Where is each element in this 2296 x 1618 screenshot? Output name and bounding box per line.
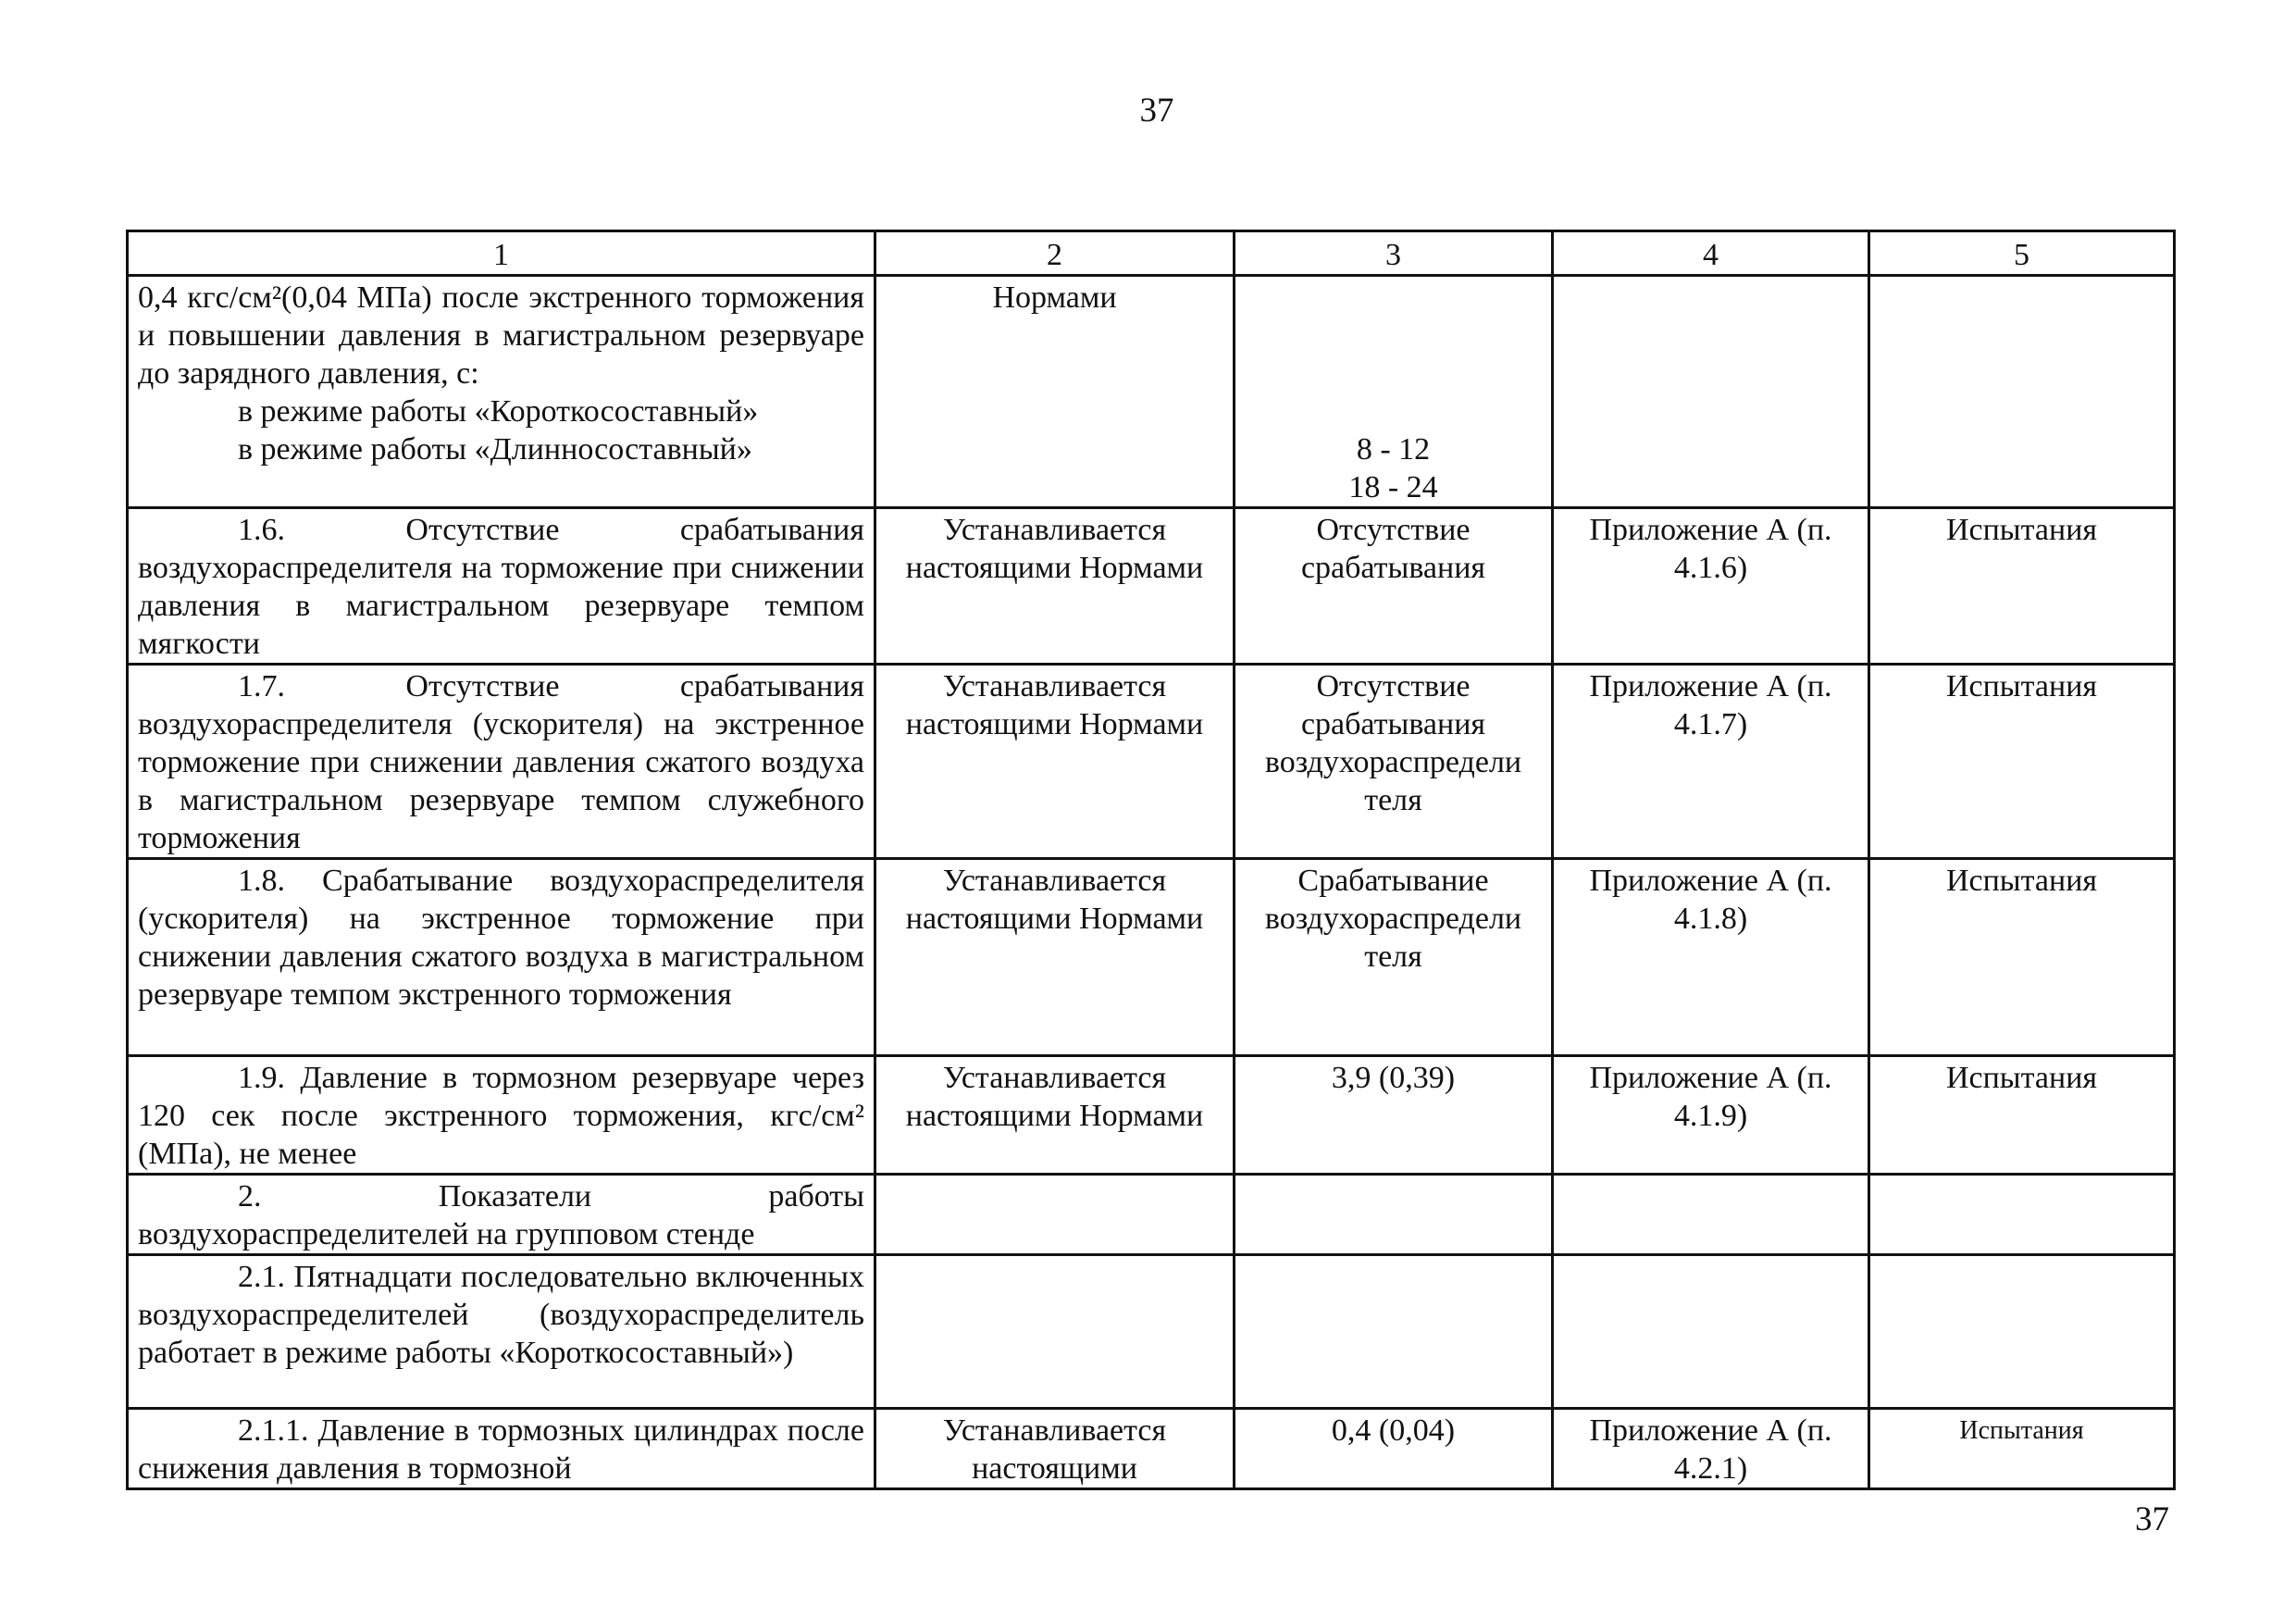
page-number-bottom: 37 [2135,1500,2169,1538]
table-row [128,1056,2175,1175]
header-col-3: 3 [1235,231,1553,276]
row-description: 1.8. Срабатывание воздухораспределителя (ускорителя) на экстренное торможение при снижении давления сжатого воздуха в магистральном резервуаре темпом экстренного торможения [128,859,875,1056]
mode-short-label: в режиме работы «Короткосоставный» [238,394,759,429]
row-reference: Приложение А (п. 4.2.1) [1553,1409,1869,1489]
row-method: Испытания [1869,859,2175,1056]
header-col-5: 5 [1869,231,2175,276]
row-value: Срабатывание воздухораспредели теля [1235,859,1553,1056]
row-value [1235,276,1553,508]
row-requirement [875,1175,1235,1255]
row-value [1235,1255,1553,1409]
row-requirement: Нормами [875,276,1235,508]
row-value: Отсутствие срабатывания [1235,508,1553,665]
table-header-row [128,231,2175,276]
row-reference: Приложение А (п. 4.1.6) [1553,508,1869,665]
page-number-top: 37 [1139,92,1174,130]
row-reference: Приложение А (п. 4.1.8) [1553,859,1869,1056]
row-requirement: Устанавливается настоящими Нормами [875,859,1235,1056]
row-description: 1.6. Отсутствие срабатывания воздухораспределителя на торможение при снижении давления в магистральном резервуаре темпом мягкости [128,508,875,665]
mode-long-label: в режиме работы «Длинносоставный» [238,432,752,467]
row-description: 1.7. Отсутствие срабатывания воздухораспределителя (ускорителя) на экстренное торможение при снижении давления сжатого воздуха в магистральном резервуаре темпом служебного торможения [128,665,875,859]
row-method: Испытания [1869,1409,2175,1489]
row-method: Испытания [1869,508,2175,665]
row-value: Отсутствие срабатывания воздухораспредели теля [1235,665,1553,859]
table-row [128,276,2175,508]
value-long: 18 - 24 [1348,470,1438,504]
row-description: 2.1.1. Давление в тормозных цилиндрах после снижения давления в тормозной [128,1409,875,1489]
table-row [128,1255,2175,1409]
row-method: Испытания [1869,665,2175,859]
row-reference [1553,1175,1869,1255]
row-reference [1553,276,1869,508]
requirements-table [126,230,2176,1490]
row-description [128,276,875,508]
row-value: 0,4 (0,04) [1235,1409,1553,1489]
row-reference [1553,1255,1869,1409]
header-col-2: 2 [875,231,1235,276]
row-requirement: Устанавливается настоящими [875,1409,1235,1489]
table-row [128,665,2175,859]
table-row [128,508,2175,665]
row-reference: Приложение А (п. 4.1.9) [1553,1056,1869,1175]
row-method: Испытания [1869,1056,2175,1175]
row-method [1869,276,2175,508]
row-reference: Приложение А (п. 4.1.7) [1553,665,1869,859]
header-col-4: 4 [1553,231,1869,276]
row-method [1869,1175,2175,1255]
row-value [1235,1175,1553,1255]
row-method [1869,1255,2175,1409]
table-row [128,859,2175,1056]
row-requirement: Устанавливается настоящими Нормами [875,1056,1235,1175]
section-row [128,1175,2175,1255]
row-description: 1.9. Давление в тормозном резервуаре через 120 сек после экстренного торможения, кгс/см² (МПа), не менее [128,1056,875,1175]
row-description: 2.1. Пятнадцати последовательно включенных воздухораспределителей (воздухораспределитель работает в режиме работы «Короткосоставный») [128,1255,875,1409]
value-short: 8 - 12 [1356,432,1431,467]
row-description-text: 0,4 кгс/см²(0,04 МПа) после экстренного торможения и повышении давления в магистральном резервуаре до зарядного давления, с: [138,280,864,391]
table-row [128,1409,2175,1489]
header-col-1: 1 [128,231,875,276]
section-heading: 2. Показатели работы воздухораспределителей на групповом стенде [128,1175,875,1255]
row-requirement: Устанавливается настоящими Нормами [875,665,1235,859]
row-requirement [875,1255,1235,1409]
row-value: 3,9 (0,39) [1235,1056,1553,1175]
row-requirement: Устанавливается настоящими Нормами [875,508,1235,665]
